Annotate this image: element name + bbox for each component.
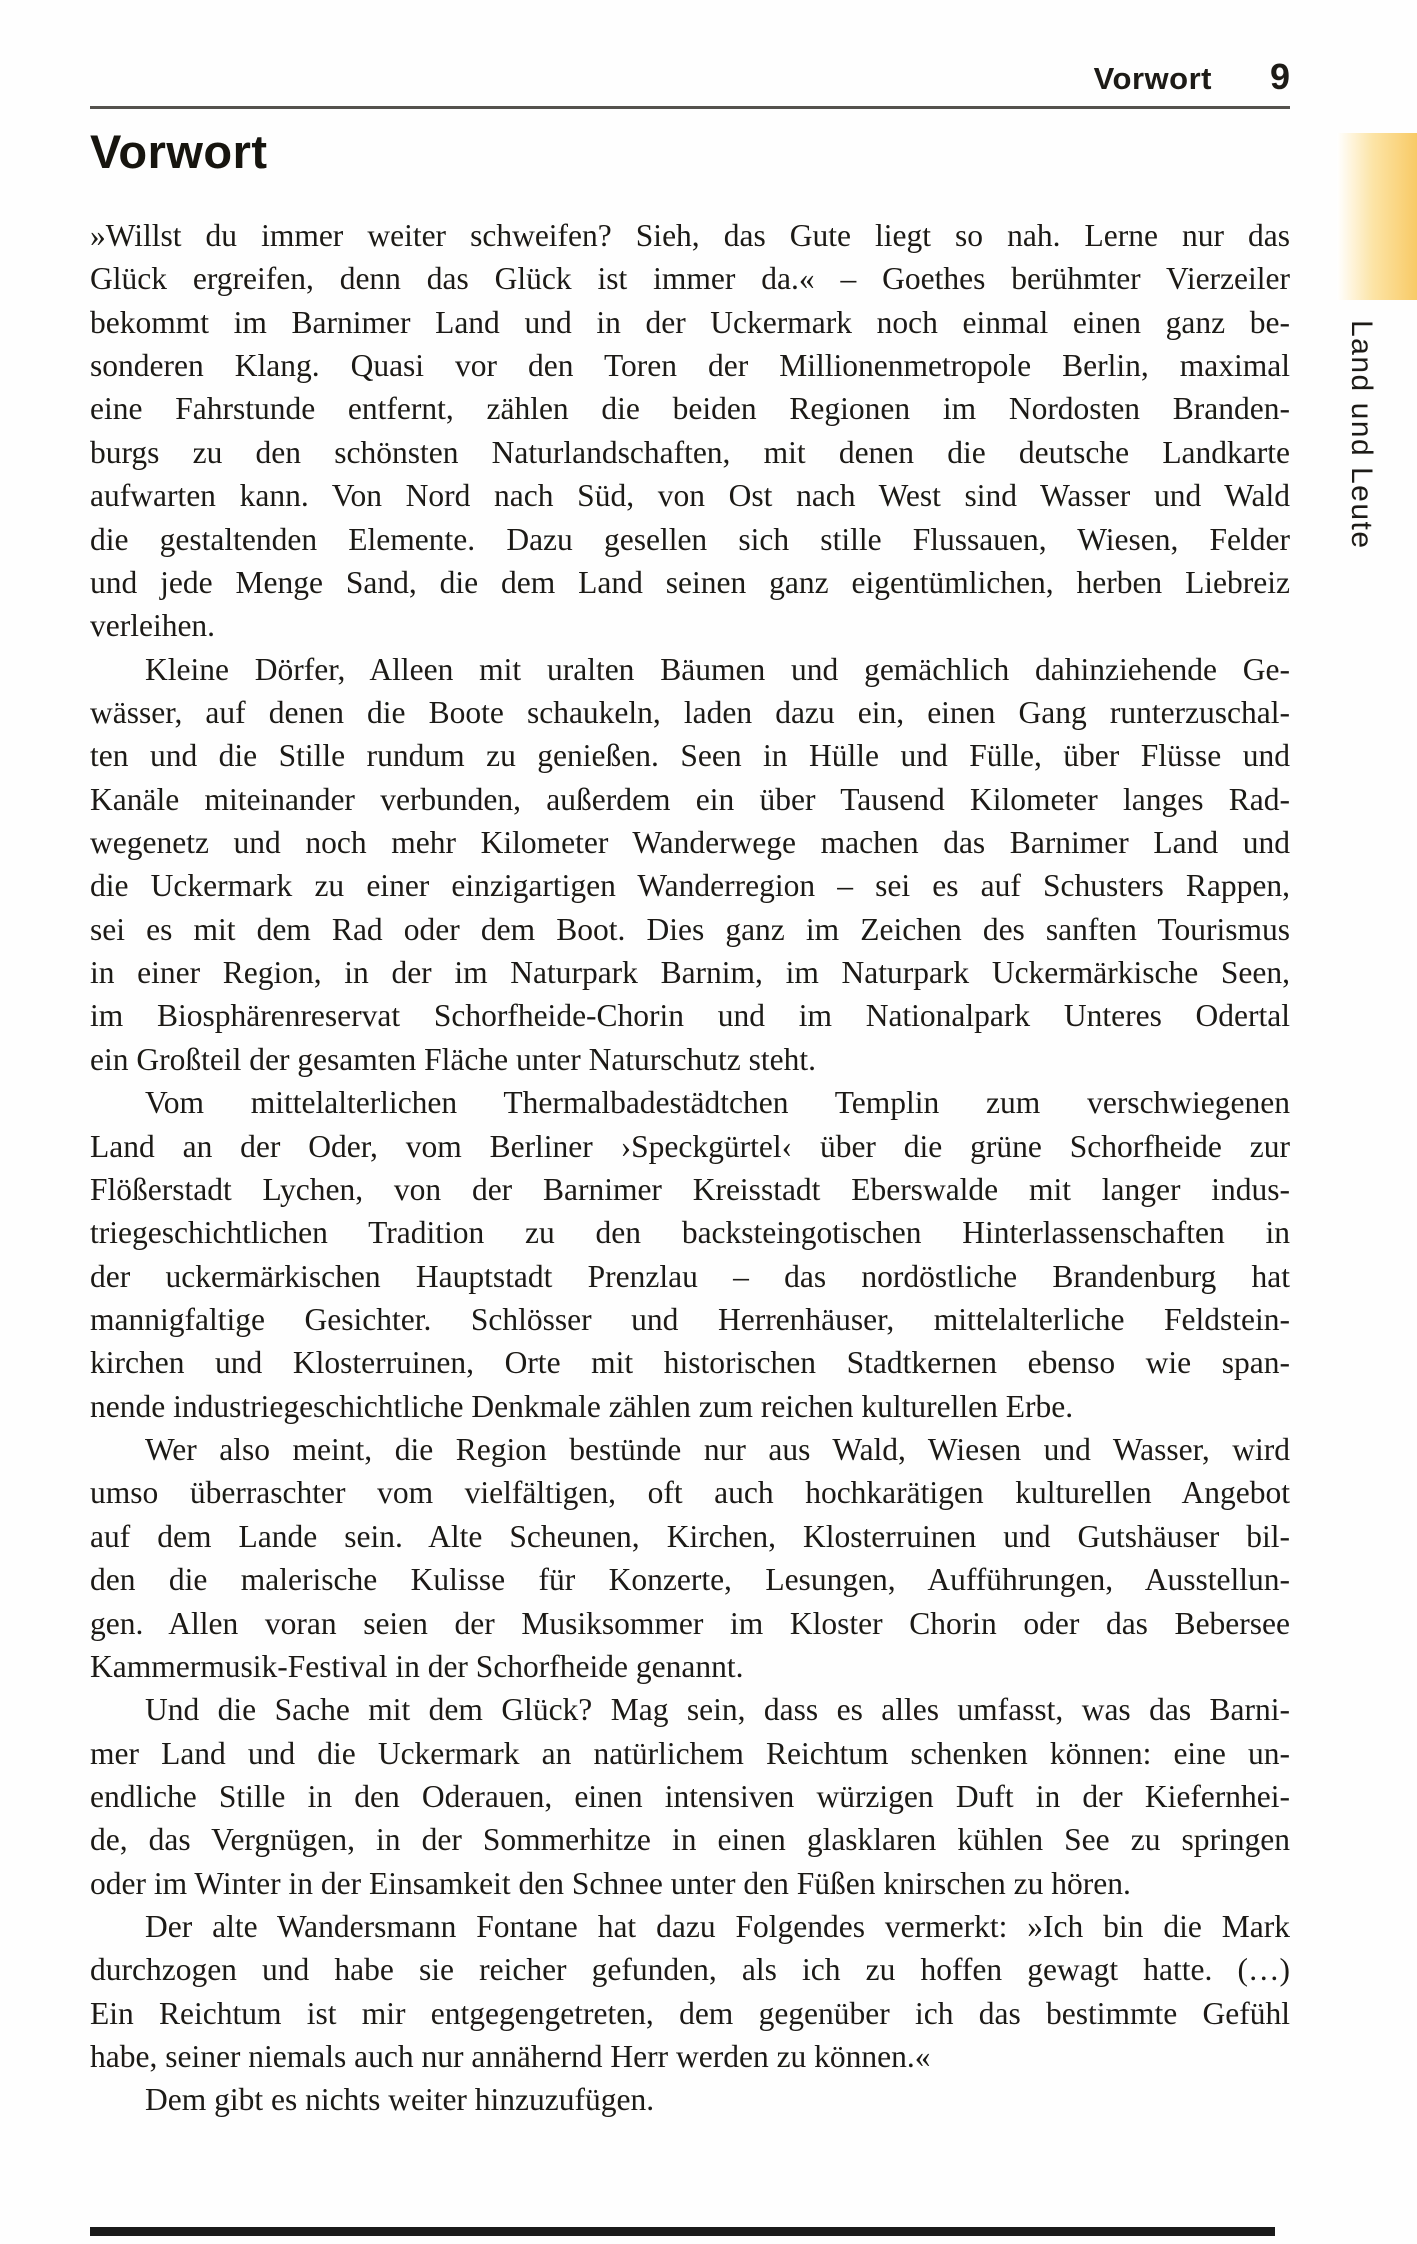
paragraph [90,2078,1290,2121]
text-line: durchzogen und habe sie reicher gefunden, als ich zu hoffen gewagt hatte. (…) [90,1952,1290,1988]
section-tab-label: Land und Leute [1345,320,1378,550]
text-line: endliche Stille in den Oderauen, einen intensiven würzigen Duft in der Kiefernhei- [90,1778,1290,1814]
text-line: den die malerische Kulisse für Konzerte, Lesungen, Aufführungen, Ausstellun- [90,1562,1290,1598]
running-header-page-number: 9 [1269,56,1290,97]
paragraph [90,1688,1290,1905]
text-line: Wer also meint, die Region bestünde nur aus Wald, Wiesen und Wasser, wird [145,1432,1290,1468]
text-line: umso überraschter vom vielfältigen, oft auch hochkarätigen kulturellen Angebot [90,1475,1290,1511]
text-line: oder im Winter in der Einsamkeit den Schnee unter den Füßen knirschen zu hören. [90,1865,1131,1901]
text-line: bekommt im Barnimer Land und in der Uckermark noch einmal einen ganz be- [90,304,1290,340]
text-line: Dem gibt es nichts weiter hinzuzufügen. [145,2082,655,2118]
page-title: Vorwort [90,125,268,178]
text-line: in einer Region, in der im Naturpark Barnim, im Naturpark Uckermärkische Seen, [90,955,1290,991]
text-line: habe, seiner niemals auch nur annähernd Herr werden zu können.« [90,2039,931,2075]
text-line: und jede Menge Sand, die dem Land seinen ganz eigentümlichen, herben Liebreiz [90,564,1290,600]
text-line: sonderen Klang. Quasi vor den Toren der Millionenmetropole Berlin, maximal [90,348,1290,384]
text-line: Land an der Oder, vom Berliner ›Speckgürtel‹ über die grüne Schorfheide zur [90,1128,1290,1164]
paragraph [90,1428,1290,1688]
text-line: ten und die Stille rundum zu genießen. Seen in Hülle und Fülle, über Flüsse und [90,738,1290,774]
body-text [90,214,1290,2122]
text-line: kirchen und Klosterruinen, Orte mit historischen Stadtkernen ebenso wie span- [90,1345,1290,1381]
paragraph [90,1905,1290,2078]
text-line: die Uckermark zu einer einzigartigen Wanderregion – sei es auf Schusters Rappen, [90,868,1290,904]
text-line: mannigfaltige Gesichter. Schlösser und Herrenhäuser, mittelalterliche Feldstein- [90,1301,1290,1337]
paragraph [90,1081,1290,1428]
text-line: gen. Allen voran seien der Musiksommer im Kloster Chorin oder das Bebersee [90,1605,1290,1641]
text-line: sei es mit dem Rad oder dem Boot. Dies ganz im Zeichen des sanften Tourismus [90,911,1290,947]
text-line: wegenetz und noch mehr Kilometer Wanderwege machen das Barnimer Land und [90,825,1290,861]
running-header [90,56,1290,98]
text-line: »Willst du immer weiter schweifen? Sieh, das Gute liegt so nah. Lerne nur das [90,218,1290,253]
section-tab [1337,133,1417,300]
text-line: Vom mittelalterlichen Thermalbadestädtchen Templin zum verschwiegenen [145,1085,1290,1121]
text-line: nende industriegeschichtliche Denkmale zählen zum reichen kulturellen Erbe. [90,1388,1074,1424]
text-line: verleihen. [90,608,216,644]
text-line: Kleine Dörfer, Alleen mit uralten Bäumen und gemächlich dahinziehende Ge- [145,651,1290,687]
text-line: Kammermusik-Festival in der Schorfheide genannt. [90,1648,744,1684]
text-line: burgs zu den schönsten Naturlandschaften, mit denen die deutsche Landkarte [90,434,1290,470]
text-line: Glück ergreifen, denn das Glück ist immer da.« – Goethes berühmter Vierzeiler [90,261,1290,297]
text-line: der uckermärkischen Hauptstadt Prenzlau – das nordöstliche Brandenburg hat [90,1258,1290,1294]
text-line: aufwarten kann. Von Nord nach Süd, von Ost nach West sind Wasser und Wald [90,478,1290,514]
text-line: Der alte Wandersmann Fontane hat dazu Folgendes vermerkt: »Ich bin die Mark [145,1909,1290,1945]
paragraph [90,214,1290,648]
text-line: triegeschichtlichen Tradition zu den backsteingotischen Hinterlassenschaften in [90,1215,1290,1251]
running-header-section: Vorwort [1093,61,1212,96]
text-line: im Biosphärenreservat Schorfheide-Chorin und im Nationalpark Unteres Odertal [90,998,1290,1034]
page-bottom-edge [90,2227,1275,2236]
text-line: Und die Sache mit dem Glück? Mag sein, dass es alles umfasst, was das Barni- [145,1692,1290,1728]
text-line: Flößerstadt Lychen, von der Barnimer Kreisstadt Eberswalde mit langer indus- [90,1171,1290,1207]
text-line: auf dem Lande sein. Alte Scheunen, Kirchen, Klosterruinen und Gutshäuser bil- [90,1518,1290,1554]
paragraph [90,648,1290,1082]
text-line: ein Großteil der gesamten Fläche unter Naturschutz steht. [90,1041,817,1077]
text-line: mer Land und die Uckermark an natürlichem Reichtum schenken können: eine un- [90,1735,1290,1771]
text-line: die gestaltenden Elemente. Dazu gesellen sich stille Flussauen, Wiesen, Felder [90,521,1290,557]
text-line: wässer, auf denen die Boote schaukeln, laden dazu ein, einen Gang runterzuschal- [90,694,1290,730]
header-rule [90,106,1290,109]
text-line: eine Fahrstunde entfernt, zählen die beiden Regionen im Nordosten Branden- [90,391,1290,427]
text-line: de, das Vergnügen, in der Sommerhitze in einen glasklaren kühlen See zu springen [90,1822,1290,1858]
text-line: Ein Reichtum ist mir entgegengetreten, dem gegenüber ich das bestimmte Gefühl [90,1995,1290,2031]
text-line: Kanäle miteinander verbunden, außerdem ein über Tausend Kilometer langes Rad- [90,781,1290,817]
